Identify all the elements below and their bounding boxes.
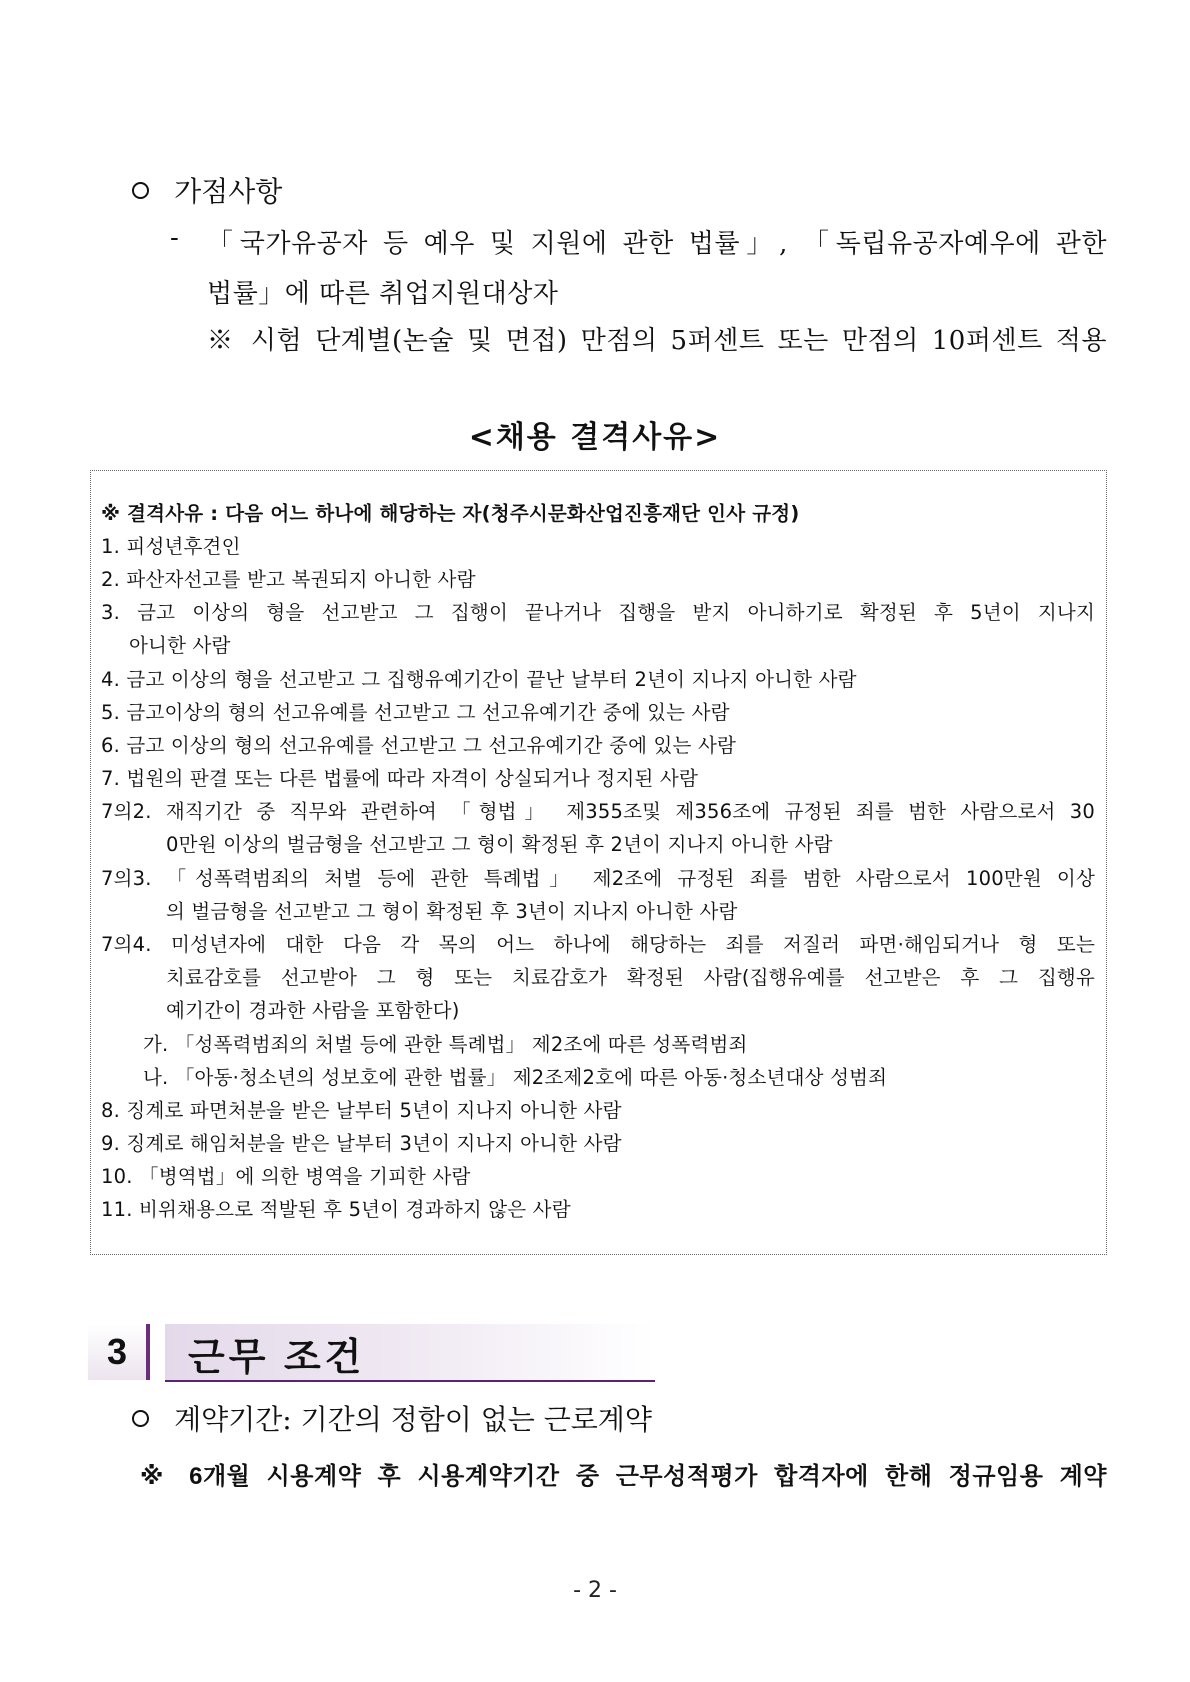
list-item: 의 벌금형을 선고받고 그 형이 확정된 후 3년이 지나지 아니한 사람 [166,900,738,923]
disqualify-title: <채용 결격사유> [468,420,722,455]
list-item: 5. 금고이상의 형의 선고유예를 선고받고 그 선고유예기간 중에 있는 사람 [101,701,730,724]
list-item: 예기간이 경과한 사람을 포함한다) [166,999,460,1022]
list-item: 9. 징계로 해임처분을 받은 날부터 3년이 지나지 아니한 사람 [101,1132,622,1155]
list-item: 가. 「성폭력범죄의 처벌 등에 관한 특례법」 제2조에 따른 성폭력범죄 [143,1033,748,1056]
list-item: 7의4. 미성년자에 대한 다음 각 목의 어느 하나에 해당하는 죄를 저질러 파면·해임되거나 형 또는 [101,933,1095,956]
list-item: 6. 금고 이상의 형의 선고유예를 선고받고 그 선고유예기간 중에 있는 사람 [101,734,737,757]
list-item: 4. 금고 이상의 형을 선고받고 그 집행유예기간이 끝난 날부터 2년이 지나지 아니한 사람 [101,668,857,691]
list-item: 1. 피성년후견인 [101,535,241,558]
list-item: 7의3. 「성폭력범죄의 처벌 등에 관한 특례법」 제2조에 규정된 죄를 범한 사람으로서 100만원 이상 [101,867,1095,890]
list-item: 나. 「아동·청소년의 성보호에 관한 법률」 제2조제2호에 따른 아동·청소년대상 성범죄 [143,1066,888,1089]
page-number: - 2 - [573,1578,617,1603]
disqualify-box [90,470,1107,1255]
list-item: 8. 징계로 파면처분을 받은 날부터 5년이 지나지 아니한 사람 [101,1099,622,1122]
list-item: 3. 금고 이상의 형을 선고받고 그 집행이 끝나거나 집행을 받지 아니하기로 확정된 후 5년이 지나지 [101,601,1095,624]
contract-period: 계약기간: 기간의 정함이 없는 근로계약 [174,1403,652,1436]
section-title: 근무 조건 [188,1337,366,1379]
list-item: 치료감호를 선고받아 그 형 또는 치료감호가 확정된 사람(집행유예를 선고받은 후 그 집행유 [166,966,1095,989]
list-item: 7의2. 재직기간 중 직무와 관련하여 「형법」 제355조및 제356조에 규정된 죄를 범한 사람으로서 30 [101,800,1095,823]
list-item: 0만원 이상의 벌금형을 선고받고 그 형이 확정된 후 2년이 지나지 아니한 사람 [166,833,833,856]
contract-note: ※ 6개월 시용계약 후 시용계약기간 중 근무성적평가 합격자에 한해 정규임용 계약 [140,1463,1107,1490]
disqualify-header: ※ 결격사유 : 다음 어느 하나에 해당하는 자(청주시문화산업진흥재단 인사 규정) [101,502,800,525]
bonus-line-1: 「국가유공자 등 예우 및 지원에 관한 법률」, 「독립유공자예우에 관한 [207,229,1107,259]
circle-bullet-icon [132,182,149,199]
bonus-line-2: 법률」에 따른 취업지원대상자 [207,279,559,309]
bonus-heading-row [132,170,282,210]
list-item: 아니한 사람 [129,634,231,657]
list-item: 7. 법원의 판결 또는 다른 법률에 따라 자격이 상실되거나 정지된 사람 [101,767,698,790]
circle-bullet-icon [132,1410,149,1427]
list-item: 10. 「병역법」에 의한 병역을 기피한 사람 [101,1165,471,1188]
contract-row [132,1398,652,1438]
section-number: 3 [88,1324,150,1380]
bonus-heading: 가점사항 [174,175,283,208]
list-item: 11. 비위채용으로 적발된 후 5년이 경과하지 않은 사람 [101,1198,571,1221]
list-item: 2. 파산자선고를 받고 복권되지 아니한 사람 [101,568,476,591]
bonus-dash: - [170,223,180,253]
bonus-note: ※ 시험 단계별(논술 및 면접) 만점의 5퍼센트 또는 만점의 10퍼센트 적용 [207,326,1107,356]
